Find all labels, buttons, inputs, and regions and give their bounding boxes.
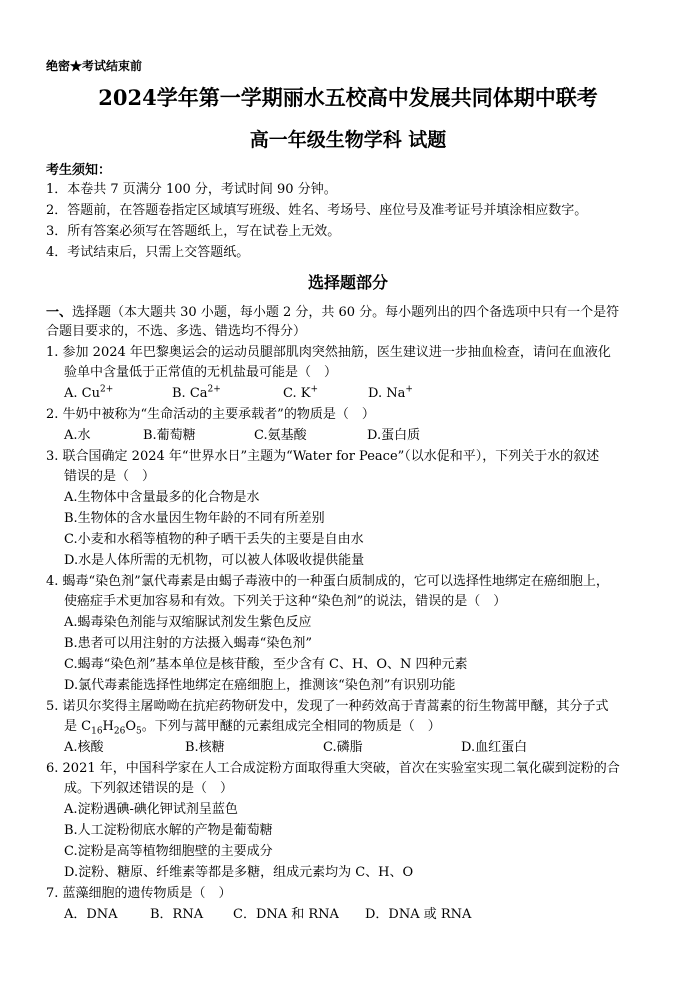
q1-option-b: B. $Ca^{2+}$ [172,384,221,401]
q4-option-c: C.蝎毒“染色剂”基本单位是核苷酸，至少含有 C、H、O、N 四种元素 [64,657,468,672]
note-item: 1．本卷共 7 页满分 100 分，考试时间 90 分钟。 [46,182,337,197]
question-3-stem: 3. 联合国确定 2024 年“世界水日”主题为“Water for Peace”（以水促和平），下列关于水的叙述 [46,449,600,464]
q1-option-d: D. Na+ [368,384,413,401]
q7-option-b: B．RNA [150,907,204,922]
q1-option-a: A. $Cu^{2+}$ [64,384,114,401]
question-1-stem: 验单中含量低于正常值的无机盐最可能是（ ） [64,365,338,380]
q3-option-c: C.小麦和水稻等植物的种子晒干丢失的主要是自由水 [64,532,364,547]
q3-option-b: B.生物体的含水量因生物年龄的不同有所差别 [64,511,325,526]
question-3-stem: 错误的是（ ） [64,469,156,484]
instruction-text: （本大题共 30 小题，每小题 2 分，共 60 分。每小题列出的四个备选项中只有一个是符 [111,305,620,320]
q2-option-a: A.水 [64,428,91,443]
q7-option-d: D．DNA 或 RNA [365,907,472,922]
q5-option-c: C.磷脂 [323,740,363,755]
question-4-stem: 使癌症手术更加容易和有效。下列关于这种“染色剂”的说法，错误的是（ ） [64,594,507,609]
part-label: 一、 [46,305,73,320]
q4-option-b: B.患者可以用注射的方法摄入蝎毒“染色剂” [64,636,312,651]
section-title: 选择题部分 [307,273,388,292]
confidential-label: 绝密★考试结束前 [46,59,143,73]
q2-option-d: D.蛋白质 [367,428,421,443]
note-item: 3．所有答案必须写在答题纸上，写在试卷上无效。 [46,224,341,239]
q6-option-a: A.淀粉遇碘-碘化钾试剂呈蓝色 [64,802,238,817]
q6-option-b: B.人工淀粉彻底水解的产物是葡萄糖 [64,823,273,838]
notes-heading: 考生须知： [46,163,112,178]
q7-option-a: A．DNA [64,907,118,922]
q5-option-d: D.血红蛋白 [461,740,528,755]
instruction-text: 合题目要求的，不选、多选、错选均不得分） [46,324,307,339]
q4-option-d: D.氯代毒素能选择性地绑定在癌细胞上，推测该“染色剂”有识别功能 [64,678,456,693]
question-5-stem: 5. 诺贝尔奖得主屠呦呦在抗疟药物研发中，发现了一种药效高于青蒿素的衍生物蒿甲醚，其分子式 [46,699,609,714]
question-5-stem: 是 $C_{16}H_{26}O_5$。下列与蒿甲醚的元素组成完全相同的物质是（ ） [64,719,441,737]
q6-option-c: C.淀粉是高等植物细胞壁的主要成分 [64,844,273,859]
part-instruction [46,304,619,321]
question-2-stem: 2. 牛奶中被称为“生命活动的主要承载者”的物质是（ ） [46,407,375,422]
question-1-stem: 1. 参加 2024 年巴黎奥运会的运动员腿部肌肉突然抽筋，医生建议进一步抽血检查，请问在血液化 [46,345,611,360]
q3-option-d: D.水是人体所需的无机物，可以被人体吸收提供能量 [64,553,365,568]
question-7-stem: 7. 蓝藻细胞的遗传物质是（ ） [46,886,232,901]
part-name: 选择题 [72,305,112,320]
q3-option-a: A.生物体中含量最多的化合物是水 [64,490,260,505]
note-item: 2．答题前，在答题卷指定区域填写班级、姓名、考场号、座位号及准考证号并填涂相应数字。 [46,203,588,218]
q2-option-b: B.葡萄糖 [143,428,196,443]
question-6-stem: 6. 2021 年，中国科学家在人工合成淀粉方面取得重大突破，首次在实验室实现二氧化碳到淀粉的合 [46,761,620,776]
q6-option-d: D.淀粉、糖原、纤维素等都是多糖，组成元素均为 C、H、O [64,865,414,880]
question-4-stem: 4. 蝎毒“染色剂”氯代毒素是由蝎子毒液中的一种蛋白质制成的，它可以选择性地绑定在癌细胞上， [46,574,609,589]
q7-option-c: C．DNA 和 RNA [233,907,339,922]
question-6-stem: 成。下列叙述错误的是（ ） [64,781,234,796]
exam-title: 2024学年第一学期丽水五校高中发展共同体期中联考 [98,85,598,110]
q4-option-a: A.蝎毒染色剂能与双缩脲试剂发生紫色反应 [64,615,312,630]
exam-subtitle: 高一年级生物学科 试题 [249,129,447,151]
q1-option-c: C. K+ [283,384,319,401]
note-item: 4．考试结束后，只需上交答题纸。 [46,245,250,260]
q2-option-c: C.氨基酸 [254,428,307,443]
q5-option-a: A.核酸 [64,740,104,755]
q5-option-b: B.核糖 [185,740,225,755]
